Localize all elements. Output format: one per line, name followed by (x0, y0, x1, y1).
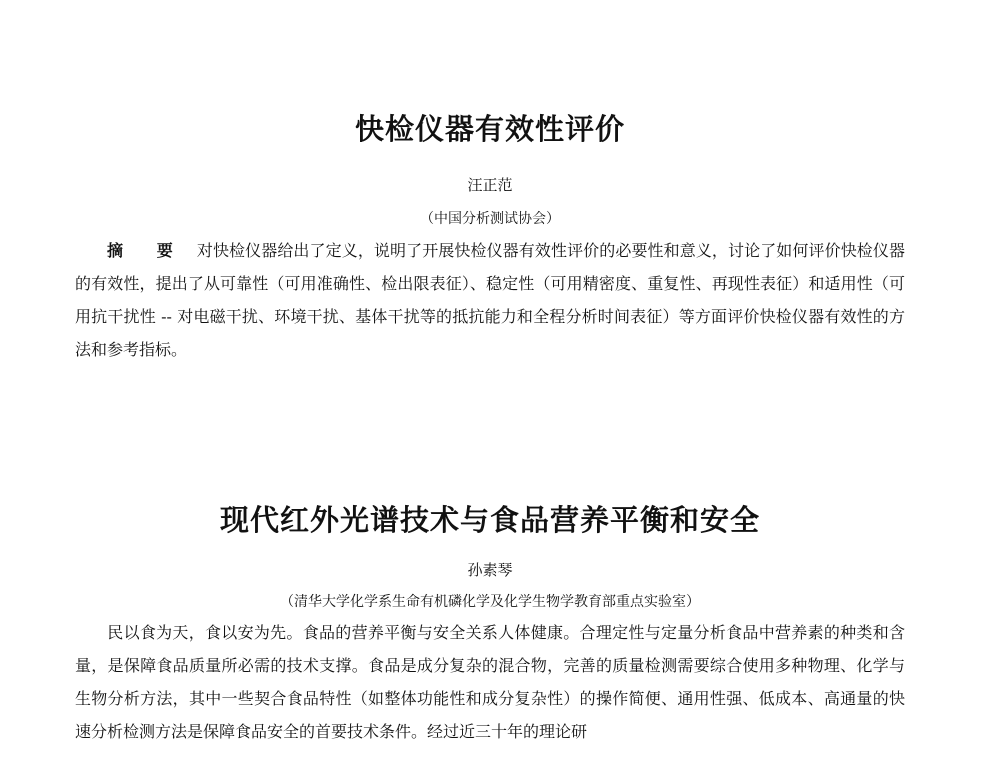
article-title: 快检仪器有效性评价 (354, 112, 625, 146)
abstract-paragraph (75, 234, 905, 366)
abstract-text: 对快检仪器给出了定义，说明了开展快检仪器有效性评价的必要性和意义，讨论了如何评价快检仪器的有效性，提出了从可靠性（可用准确性、检出限表征）、稳定性（可用精密度、重复性、再现性表征）和适用性（可用抗干扰性 -- 对电磁干扰、环境干扰、基体干扰等的抵抗能力和全程分析时间表征）等方面评价快检仪器有效性的方法和参考指标。 (75, 241, 905, 359)
body-text: 民以食为天，食以安为先。食品的营养平衡与安全关系人体健康。合理定性与定量分析食品中营养素的种类和含量，是保障食品质量所必需的技术支撑。食品是成分复杂的混合物，完善的质量检测需要综合使用多种物理、化学与生物分析方法，其中一些契合食品特性（如整体功能性和成分复杂性）的操作简便、通用性强、低成本、高通量的快速分析检测方法是保障食品安全的首要技术条件。经过近三十年的理论研 (75, 623, 905, 741)
abstract-label: 摘 要 (107, 241, 187, 260)
article-affiliation: （中国分析测试协会） (420, 211, 560, 227)
article-2 (75, 498, 905, 764)
article-title: 现代红外光谱技术与食品营养平衡和安全 (219, 503, 760, 537)
article-author: 汪正范 (467, 176, 513, 194)
article-1 (75, 107, 905, 382)
article-author: 孙素琴 (467, 561, 513, 579)
article-affiliation: （清华大学化学系生命有机磷化学及化学生物学教育部重点实验室） (280, 594, 700, 610)
body-paragraph (75, 616, 905, 748)
